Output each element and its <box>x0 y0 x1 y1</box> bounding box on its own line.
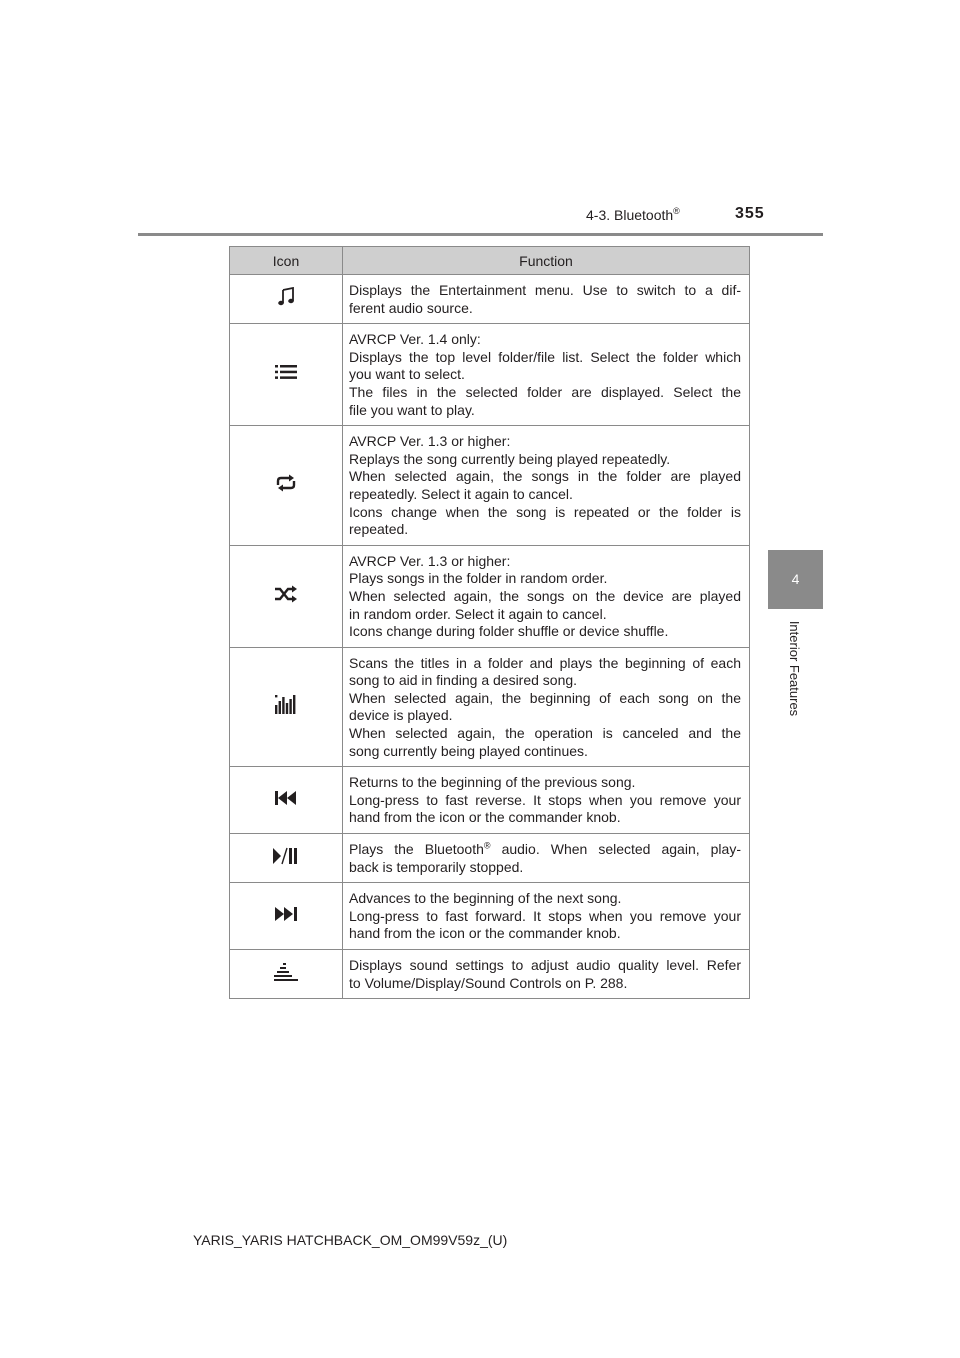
description-line <box>349 486 741 504</box>
description-text: Displays the top level folder/file list. Select the folder which <box>349 348 741 365</box>
description-line <box>349 468 741 486</box>
description-text: Plays songs in the folder in random order. <box>349 570 608 587</box>
icon-cell <box>230 767 343 834</box>
scan-icon <box>275 694 297 719</box>
table-row <box>230 426 750 546</box>
description-line <box>349 402 741 420</box>
description-line <box>349 925 741 943</box>
description-text: Displays sound settings to adjust audio quality level. Refer <box>349 957 741 973</box>
description-text: file you want to play. <box>349 401 475 418</box>
icon-cell <box>230 950 343 999</box>
description-line <box>349 300 741 318</box>
description-text: When selected again, the songs on the device are played <box>349 587 741 604</box>
description-line <box>349 623 741 641</box>
icon-cell <box>230 275 343 324</box>
description-text: device is played. <box>349 707 453 724</box>
table-header-row <box>230 247 750 275</box>
list-icon <box>275 365 297 384</box>
description-line <box>349 774 741 792</box>
description-text: Advances to the beginning of the next song. <box>349 890 622 907</box>
description-text: Scans the titles in a folder and plays the beginning of each <box>349 654 741 671</box>
description-line <box>349 331 741 349</box>
description-text: repeated. <box>349 521 409 538</box>
description-line <box>349 707 741 725</box>
section-title-text: 4-3. Bluetooth <box>586 207 674 223</box>
description-line <box>349 809 741 827</box>
description-line <box>349 890 741 908</box>
description-line <box>349 366 741 384</box>
description-text: song to aid in finding a desired song. <box>349 672 578 689</box>
description-text: When selected again, the operation is canceled and the <box>349 725 741 742</box>
description-text: repeatedly. Select it again to cancel. <box>349 485 573 502</box>
description-line <box>349 672 741 690</box>
description-text: hand from the icon or the commander knob. <box>349 925 621 942</box>
description-text: back is temporarily stopped. <box>349 858 524 875</box>
description-line <box>349 690 741 708</box>
icon-function-table <box>229 246 750 999</box>
description-text: song currently being played continues. <box>349 742 588 759</box>
function-description <box>343 426 750 546</box>
function-description <box>343 834 750 883</box>
function-description <box>343 324 750 426</box>
chapter-tab: 4 <box>768 550 823 609</box>
description-line <box>349 521 741 539</box>
description-text: Long-press to fast forward. It stops when you remove your <box>349 907 741 924</box>
shuffle-icon <box>274 585 298 608</box>
description-line <box>349 908 741 926</box>
section-title <box>586 206 680 224</box>
repeat-icon <box>274 474 298 497</box>
description-line <box>349 433 741 451</box>
icon-cell <box>230 647 343 767</box>
document-code: YARIS_YARIS HATCHBACK_OM_OM99V59z_(U) <box>193 1232 508 1248</box>
music-note-icon <box>277 287 295 312</box>
description-line <box>349 570 741 588</box>
description-text: AVRCP Ver. 1.3 or higher: <box>349 433 511 450</box>
description-text: Plays the Bluetooth <box>349 841 484 858</box>
play-pause-icon <box>273 847 299 870</box>
sound-settings-icon <box>274 962 298 987</box>
previous-track-icon <box>275 791 297 810</box>
description-line <box>349 743 741 761</box>
header-divider <box>138 233 823 236</box>
description-line <box>349 349 741 367</box>
icon-cell <box>230 324 343 426</box>
table-row <box>230 834 750 883</box>
function-description <box>343 950 750 999</box>
description-text: to Volume/Display/Sound Controls on P. 288. <box>349 974 628 991</box>
description-line <box>349 504 741 522</box>
table-row <box>230 324 750 426</box>
icon-column-header: Icon <box>230 247 343 275</box>
description-text: Icons change during folder shuffle or device shuffle. <box>349 623 669 640</box>
description-line <box>349 553 741 571</box>
next-track-icon <box>275 907 297 926</box>
chapter-title-text: Interior Features <box>787 620 803 716</box>
icon-cell <box>230 834 343 883</box>
function-description <box>343 275 750 324</box>
function-column-header: Function <box>343 247 750 275</box>
table-row <box>230 647 750 767</box>
description-line <box>349 792 741 810</box>
description-line <box>349 975 741 993</box>
description-line <box>349 451 741 469</box>
description-line <box>349 588 741 606</box>
table-row <box>230 545 750 647</box>
description-text: When selected again, the beginning of each song on the <box>349 689 741 706</box>
page-number: 355 <box>735 205 765 222</box>
description-line <box>349 859 741 877</box>
description-line <box>349 655 741 673</box>
description-text: ferent audio source. <box>349 299 473 316</box>
function-description <box>343 545 750 647</box>
function-description <box>343 647 750 767</box>
description-line <box>349 384 741 402</box>
description-line <box>349 841 741 859</box>
description-line <box>349 725 741 743</box>
description-text: you want to select. <box>349 366 465 383</box>
description-text-rest: audio. When selected again, play- <box>490 841 741 858</box>
description-text: When selected again, the songs in the folder are played <box>349 468 741 485</box>
description-line <box>349 957 741 975</box>
description-text: hand from the icon or the commander knob. <box>349 809 621 826</box>
table-row <box>230 883 750 950</box>
description-text: AVRCP Ver. 1.4 only: <box>349 331 481 348</box>
table-row <box>230 950 750 999</box>
description-text: Replays the song currently being played repeatedly. <box>349 450 671 467</box>
table-body <box>230 275 750 999</box>
chapter-title <box>770 608 820 728</box>
registered-mark: ® <box>483 840 491 851</box>
icon-cell <box>230 883 343 950</box>
table-row <box>230 767 750 834</box>
description-text: Icons change when the song is repeated or the folder is <box>349 503 741 520</box>
icon-cell <box>230 426 343 546</box>
description-text: Displays the Entertainment menu. Use to switch to a dif- <box>349 282 741 298</box>
description-text: Long-press to fast reverse. It stops when you remove your <box>349 791 741 808</box>
description-text: in random order. Select it again to cancel. <box>349 605 607 622</box>
icon-cell <box>230 545 343 647</box>
description-line <box>349 606 741 624</box>
table-row <box>230 275 750 324</box>
description-text: The files in the selected folder are displayed. Select the <box>349 383 741 400</box>
function-description <box>343 883 750 950</box>
function-description <box>343 767 750 834</box>
description-text: Returns to the beginning of the previous song. <box>349 774 636 791</box>
description-text: AVRCP Ver. 1.3 or higher: <box>349 552 511 569</box>
description-line <box>349 282 741 300</box>
registered-mark: ® <box>673 206 680 216</box>
